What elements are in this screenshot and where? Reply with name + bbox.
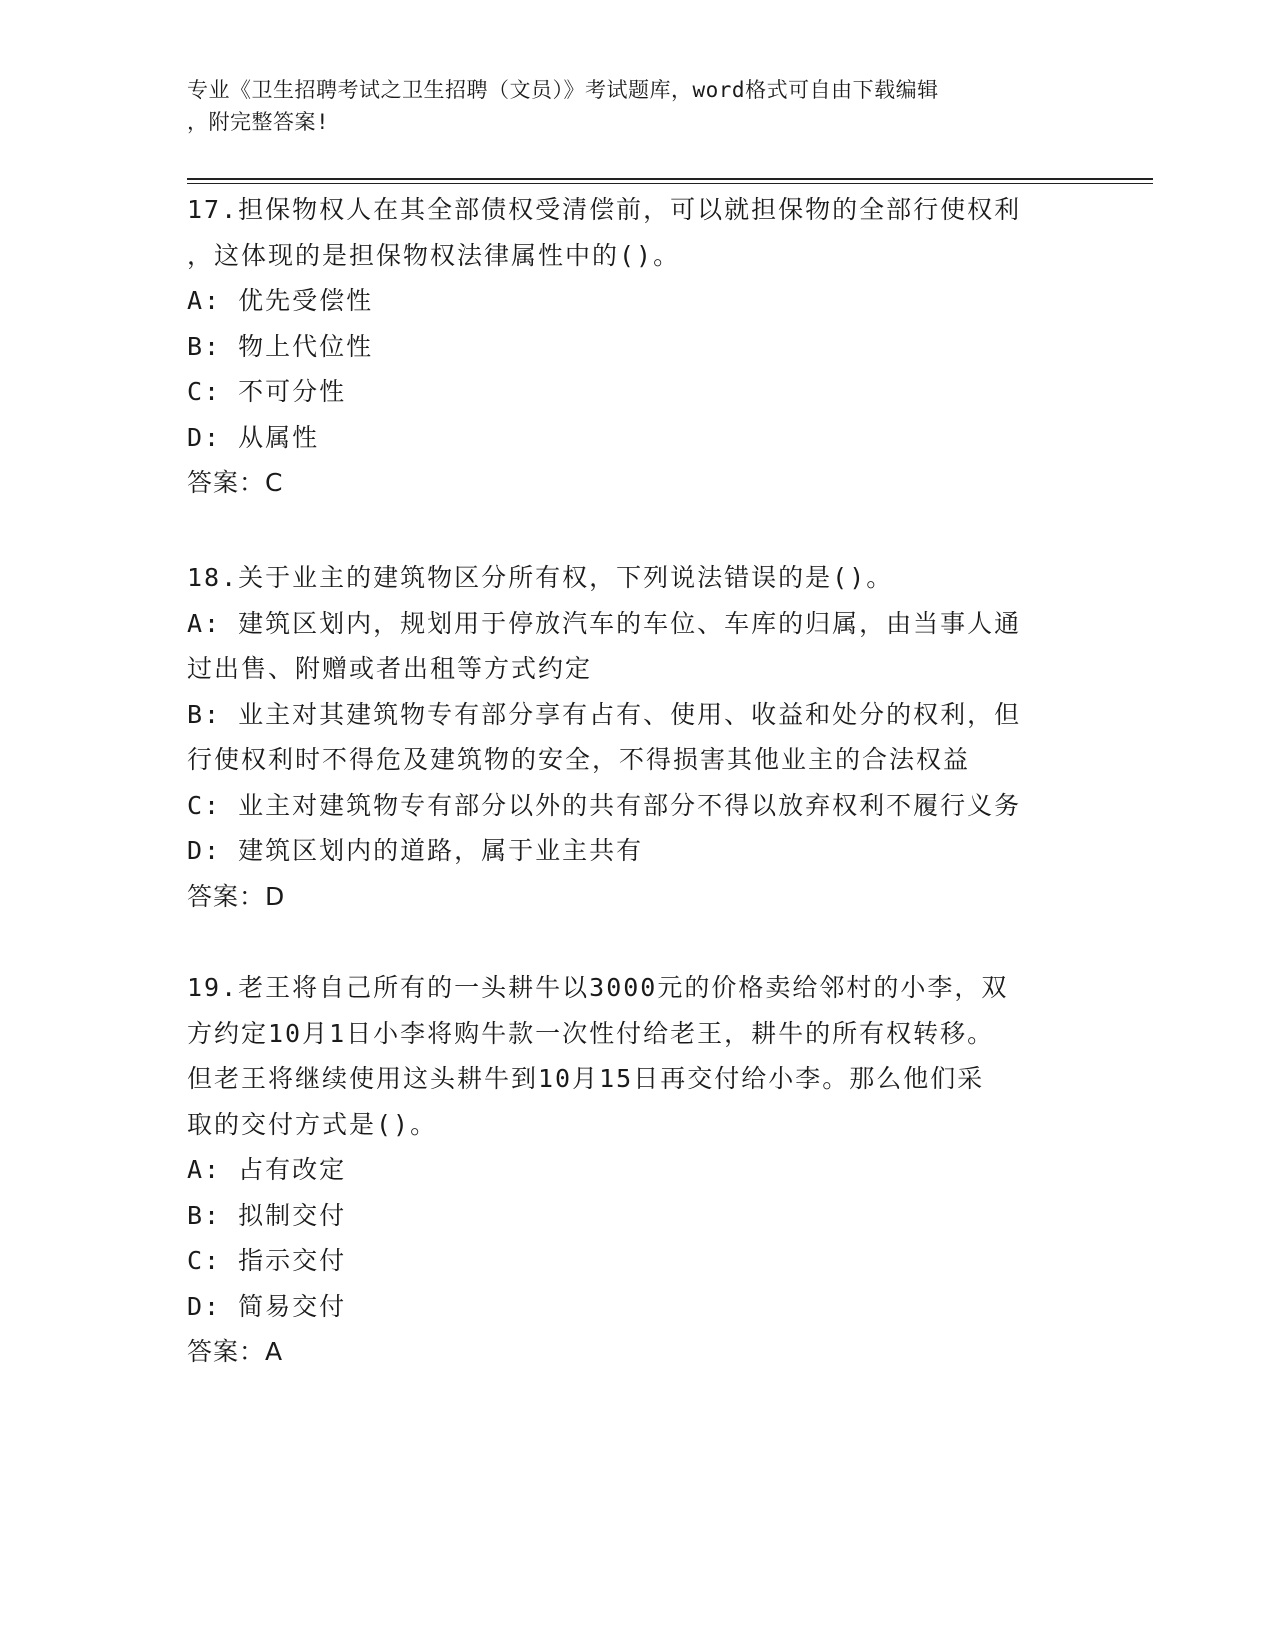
option-a: A: 优先受偿性 — [187, 286, 374, 315]
option-b: B: 物上代位性 — [187, 331, 374, 361]
option-a: A: 占有改定 — [187, 1155, 347, 1184]
option-d: D: 建筑区划内的道路，属于业主共有 — [187, 836, 644, 865]
question-17 — [187, 187, 1077, 506]
option-d: D: 简易交付 — [187, 1291, 347, 1321]
question-stem-line: 17.担保物权人在其全部债权受清偿前，可以就担保物的全部行使权利 — [187, 195, 1022, 224]
option-b: B: 拟制交付 — [187, 1200, 347, 1230]
header-divider-thin — [187, 183, 1153, 184]
option-b-continued: 行使权利时不得危及建筑物的安全，不得损害其他业主的合法权益 — [187, 745, 971, 774]
header-line-2: ，附完整答案! — [187, 110, 330, 134]
option-d: D: 从属性 — [187, 422, 320, 452]
question-stem-line: 19.老王将自己所有的一头耕牛以3000元的价格卖给邻村的小李，双 — [187, 973, 1009, 1002]
option-c: C: 指示交付 — [187, 1246, 347, 1275]
document-header — [187, 74, 1067, 138]
question-stem-line: 18.关于业主的建筑物区分所有权，下列说法错误的是()。 — [187, 563, 894, 592]
option-c: C: 不可分性 — [187, 377, 347, 406]
question-stem-line: 取的交付方式是()。 — [187, 1109, 438, 1139]
option-a-continued: 过出售、附赠或者出租等方式约定 — [187, 654, 593, 683]
option-a: A: 建筑区划内，规划用于停放汽车的车位、车库的归属，由当事人通 — [187, 608, 1022, 638]
answer-label: 答案：D — [187, 881, 286, 911]
option-b: B: 业主对其建筑物专有部分享有占有、使用、收益和处分的权利，但 — [187, 699, 1022, 729]
header-line-1: 专业《卫生招聘考试之卫生招聘（文员）》考试题库，word格式可自由下载编辑 — [187, 78, 939, 102]
answer-label: 答案：A — [187, 1337, 284, 1366]
option-c: C: 业主对建筑物专有部分以外的共有部分不得以放弃权利不履行义务 — [187, 790, 1022, 820]
question-18 — [187, 555, 1077, 919]
question-stem-line: 但老王将继续使用这头耕牛到10月15日再交付给小李。那么他们采 — [187, 1064, 985, 1093]
question-19 — [187, 965, 1077, 1375]
question-stem-line: 方约定10月1日小李将购牛款一次性付给老王，耕牛的所有权转移。 — [187, 1018, 995, 1048]
answer-label: 答案：C — [187, 468, 284, 497]
question-stem-line: ，这体现的是担保物权法律属性中的()。 — [187, 240, 681, 270]
header-divider-thick — [187, 178, 1153, 180]
